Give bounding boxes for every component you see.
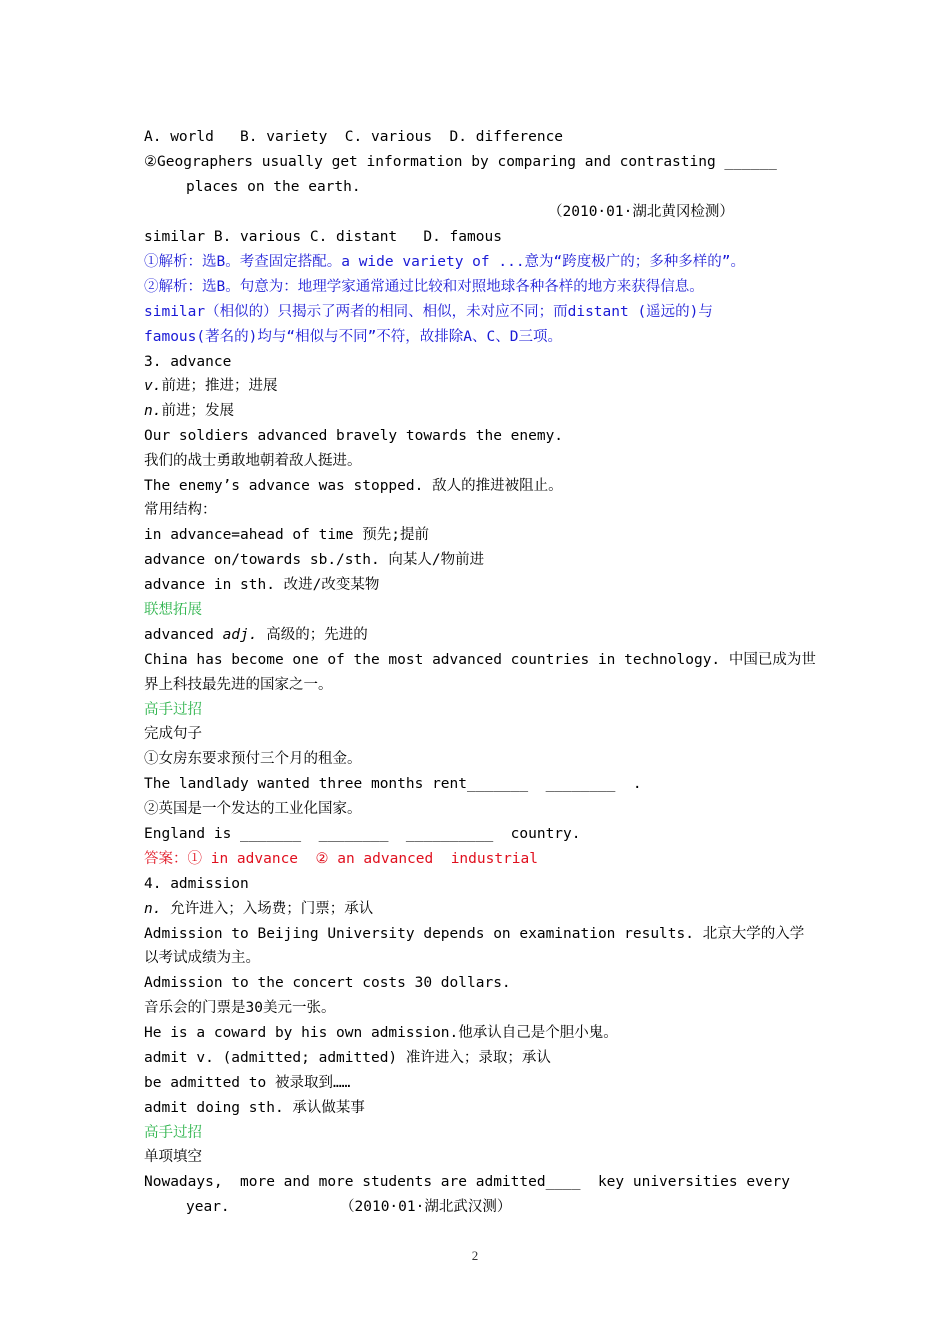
- admit-def: admit v. (admitted; admitted) 准许进入；录取；承认: [144, 1050, 551, 1066]
- advance-verb-def: [144, 374, 277, 398]
- analysis-line4: famous(著名的)均与“相似与不同”不符，故排除A、C、D三项。: [144, 329, 562, 345]
- analysis-line2: ②解析：选B。句意为：地理学家通常通过比较和对照地球各种各样的地方来获得信息。: [144, 279, 704, 295]
- admission-example1-line1: Admission to Beijing University depends on examination results. 北京大学的入学: [144, 926, 805, 942]
- structure-item: advance on/towards sb./sth. 向某人/物前进: [144, 552, 485, 568]
- expand-title: 联想拓展: [144, 602, 202, 618]
- admission-example2-en: Admission to the concert costs 30 dollars.: [144, 975, 511, 991]
- task-title: 单项填空: [144, 1149, 202, 1165]
- admission-example3: He is a coward by his own admission.他承认自己是个胆小鬼。: [144, 1025, 618, 1041]
- task-title: 完成句子: [144, 726, 202, 742]
- sentence1-zh: ①女房东要求预付三个月的租金。: [144, 751, 362, 767]
- question-line2: year.: [186, 1199, 230, 1215]
- word: advanced: [144, 627, 223, 643]
- pos-tag-adj: adj.: [222, 627, 258, 643]
- pos-tag-n: n.: [144, 403, 162, 419]
- pos-tag-v: v.: [144, 378, 162, 394]
- def-text: 前进；发展: [161, 403, 234, 419]
- admit-doing-def: admit doing sth. 承认做某事: [144, 1100, 365, 1116]
- page-number: 2: [471, 1248, 479, 1263]
- structure-item: advance in sth. 改进/改变某物: [144, 577, 380, 593]
- q2-sentence-line2: places on the earth.: [186, 179, 361, 195]
- advance-example2: The enemy’s advance was stopped. 敌人的推进被阻止。: [144, 478, 563, 494]
- structure-item: in advance=ahead of time 预先;提前: [144, 527, 429, 543]
- advanced-example-line2: 界上科技最先进的国家之一。: [144, 677, 333, 693]
- advanced-adj-def: [144, 623, 368, 647]
- be-admitted-def: be admitted to 被录取到……: [144, 1075, 351, 1091]
- advanced-example-line1: China has become one of the most advanced countries in technology. 中国已成为世: [144, 652, 816, 668]
- advance-noun-def: [144, 399, 234, 423]
- practice-title: 高手过招: [144, 702, 202, 718]
- q2-source: （2010·01·湖北黄冈检测）: [548, 204, 734, 220]
- admission-example2-zh: 音乐会的门票是30美元一张。: [144, 1000, 336, 1016]
- admission-example1-line2: 以考试成绩为主。: [144, 950, 260, 966]
- q2-sentence-line1: ②Geographers usually get information by comparing and contrasting ______: [144, 154, 777, 170]
- structures-title: 常用结构：: [144, 502, 217, 518]
- question-source: （2010·01·湖北武汉测）: [340, 1199, 512, 1215]
- def-text: 前进；推进；进展: [161, 378, 278, 394]
- q2-options: A. world B. variety C. various D. difference: [144, 129, 564, 145]
- answer-line: 答案：① in advance ② an advanced industrial: [144, 851, 538, 867]
- sentence2-zh: ②英国是一个发达的工业化国家。: [144, 801, 362, 817]
- admission-heading: 4. admission: [144, 876, 249, 892]
- advance-example1-en: Our soldiers advanced bravely towards the enemy.: [144, 428, 564, 444]
- sentence2-en: England is _______ ________ __________ country.: [144, 826, 581, 842]
- admission-noun-def: [144, 897, 373, 921]
- advance-example1-zh: 我们的战士勇敢地朝着敌人挺进。: [144, 453, 362, 469]
- def-text: 高级的；先进的: [257, 627, 368, 643]
- pos-tag-n: n.: [144, 901, 162, 917]
- q2-options-b: similar B. various C. distant D. famous: [144, 229, 502, 245]
- analysis-line3: similar（相似的）只揭示了两者的相同、相似，未对应不同；而distant (遥远的)与: [144, 304, 713, 320]
- advance-heading: 3. advance: [144, 354, 232, 370]
- question-line1: Nowadays, more and more students are admitted____ key universities every: [144, 1174, 791, 1190]
- def-text: 允许进入；入场费；门票；承认: [161, 901, 374, 917]
- sentence1-en: The landlady wanted three months rent_______ ________ .: [144, 776, 642, 792]
- practice-title: 高手过招: [144, 1125, 202, 1141]
- analysis-line1: ①解析：选B。考查固定搭配。a wide variety of ...意为“跨度极广的；多种多样的”。: [144, 254, 746, 270]
